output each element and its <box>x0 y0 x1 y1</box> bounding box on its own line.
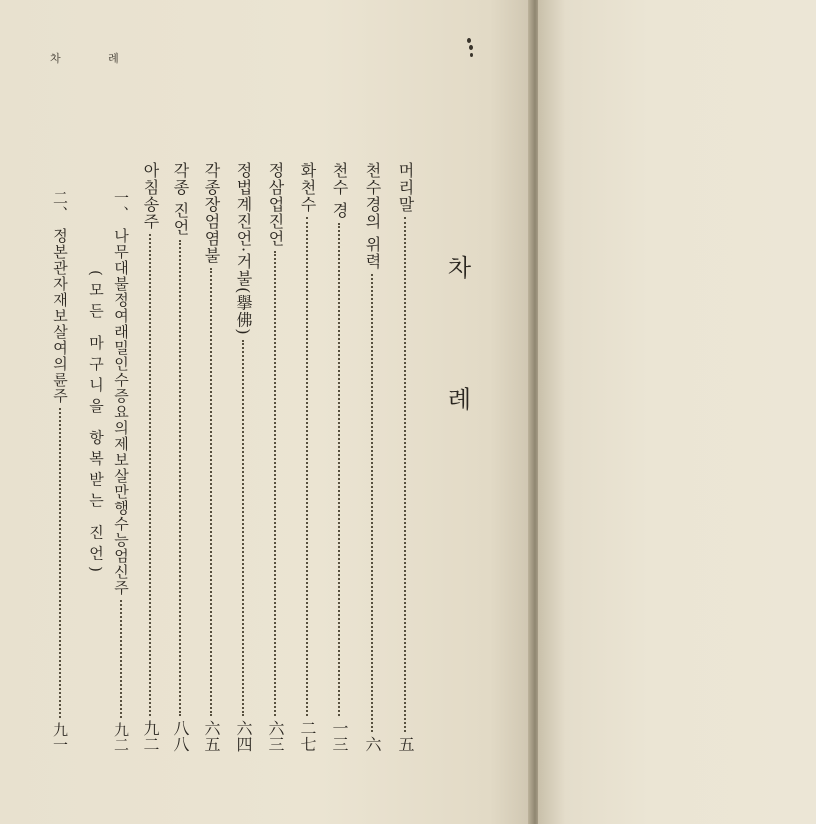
toc-label: 정삼업진언 <box>266 162 285 247</box>
toc-page: 九二 <box>141 720 160 752</box>
toc-leader <box>179 240 181 716</box>
toc-label: 정법계진언·거불(擧佛) <box>234 162 253 336</box>
ink-speck <box>467 38 474 60</box>
toc-label: 아침송주 <box>141 162 160 230</box>
toc-label: 一、 나무대불정여래밀인수증요의제보살만행수능엄신주 <box>112 190 130 596</box>
toc-entry <box>142 162 158 752</box>
right-page <box>538 0 816 824</box>
toc-subtitle: (모든 마구니을 항복받는 진언) <box>87 270 105 579</box>
toc-label: 머리말 <box>396 162 415 213</box>
toc-leader <box>338 223 340 716</box>
toc-page: 六三 <box>266 720 285 752</box>
toc-entry <box>235 162 251 752</box>
toc-leader <box>371 274 373 732</box>
toc-page: 六四 <box>234 720 253 752</box>
toc-label: 二、 정본관자재보살여의륜주 <box>51 190 69 404</box>
toc-entry <box>52 190 67 752</box>
toc-page: 六 <box>363 736 382 752</box>
running-head: 차 례 <box>50 52 141 65</box>
toc-leader <box>274 251 276 716</box>
page-title: 차 례 <box>443 255 471 461</box>
toc-leader <box>404 217 406 732</box>
toc-leader <box>210 268 212 716</box>
toc-leader <box>59 408 61 718</box>
toc-page: 一三 <box>330 720 349 752</box>
toc-label: 천수경의 위력 <box>363 162 382 271</box>
toc-page: 五 <box>396 736 415 752</box>
toc-label: 화천수 <box>298 162 317 213</box>
toc-entry <box>113 190 128 752</box>
toc-entry <box>267 162 283 752</box>
toc-leader <box>120 600 122 718</box>
toc-entry <box>203 162 219 752</box>
toc-label: 각종장엄염불 <box>202 162 221 264</box>
toc-entry <box>397 162 413 752</box>
toc-label: 각종 진언 <box>171 162 190 237</box>
toc-entry <box>331 162 347 752</box>
toc-entry <box>172 162 188 752</box>
toc-page: 二七 <box>298 720 317 752</box>
toc-label: 천수 경 <box>330 162 349 220</box>
toc-leader <box>149 234 151 716</box>
toc-page: 六五 <box>202 720 221 752</box>
toc-entry <box>364 162 380 752</box>
toc-page: 八八 <box>171 720 190 752</box>
toc-page: 九一 <box>51 722 69 752</box>
toc-page: 九二 <box>112 722 130 752</box>
toc-leader <box>306 217 308 716</box>
toc-leader <box>242 340 244 716</box>
toc-entry <box>299 162 315 752</box>
